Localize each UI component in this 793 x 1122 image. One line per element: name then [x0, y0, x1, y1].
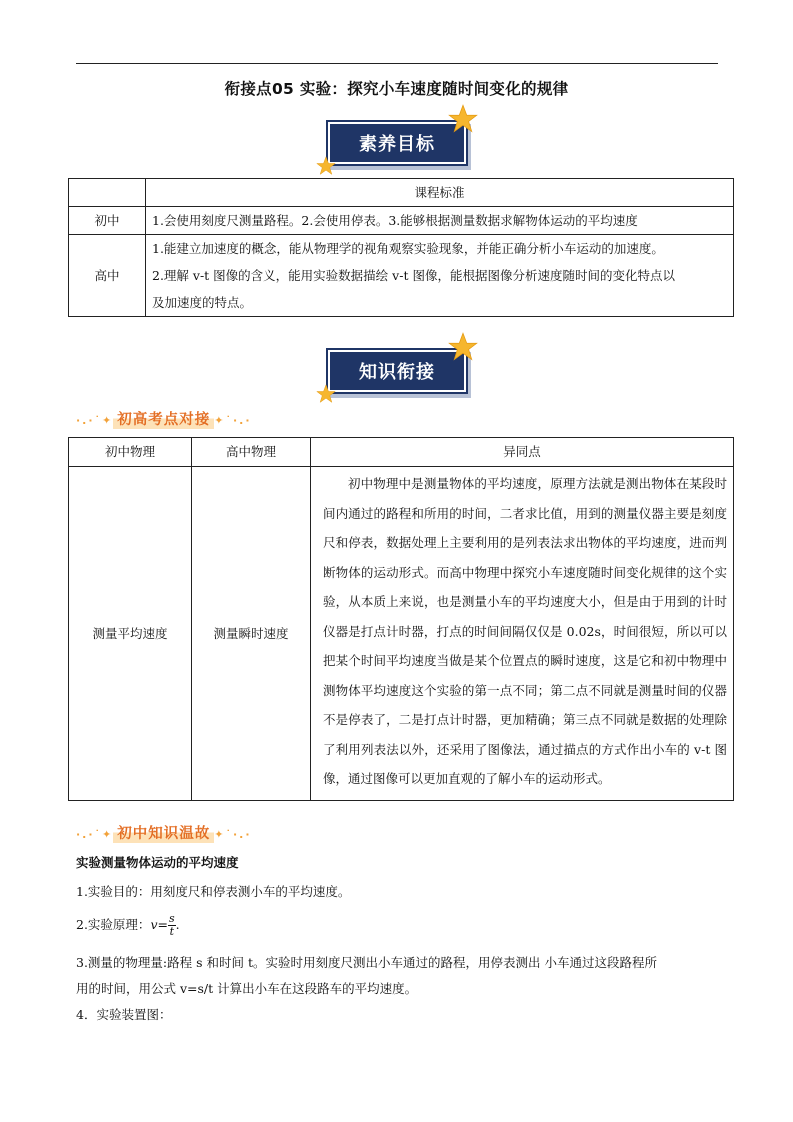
- experiment-heading: 实验测量物体运动的平均速度: [76, 855, 239, 870]
- sparkle-icon: ✦˙·.·: [214, 828, 252, 841]
- section-title: 初高考点对接: [113, 408, 214, 429]
- formula-numerator: s: [168, 912, 175, 925]
- content-line: 及加速度的特点。: [152, 295, 253, 310]
- senior-cell: 测量瞬时速度: [192, 467, 311, 801]
- section-title: 初中知识温故: [113, 822, 214, 843]
- section-heading-review: [76, 822, 296, 842]
- text-line: 3.测量的物理量:路程 s 和时间 t。实验时用刻度尺测出小车通过的路程，用停表测出 小车通过这段路程所: [76, 955, 657, 970]
- table-header-row: [69, 438, 734, 467]
- item-principle: [76, 913, 721, 938]
- content-line: 2.理解 v-t 图像的含义，能用实验数据描绘 v-t 图像，能根据图像分析速度随时间的变化特点以: [152, 268, 675, 283]
- table-row: [69, 207, 734, 235]
- table-row: [69, 179, 734, 207]
- star-icon: [316, 384, 336, 404]
- table-header: 课程标准: [146, 179, 734, 207]
- row-label: 初中: [69, 207, 146, 235]
- header-rule: [76, 63, 718, 64]
- junior-cell: 测量平均速度: [69, 467, 192, 801]
- star-icon: [316, 156, 336, 176]
- badge-label: 知识衔接: [328, 350, 466, 392]
- star-icon: [448, 104, 478, 134]
- curriculum-standards-table: [68, 178, 734, 317]
- text-line: 用的时间，用公式 v=s/t 计算出小车在这段路车的平均速度。: [76, 981, 418, 996]
- sparkle-icon: ·.·˙✦: [76, 828, 114, 841]
- difference-cell: [311, 467, 734, 801]
- row-content: [146, 207, 734, 235]
- row-label: 高中: [69, 235, 146, 317]
- sparkle-icon: ✦˙·.·: [214, 414, 252, 427]
- star-icon: [448, 332, 478, 362]
- badge-literacy-goals: [318, 110, 478, 172]
- item-label: 2.实验原理：: [76, 917, 151, 932]
- table-cell-empty: [69, 179, 146, 207]
- formula-lhs: v=: [150, 917, 168, 932]
- section-heading-comparison: [76, 408, 296, 428]
- column-header: 初中物理: [69, 438, 192, 467]
- comparison-table: [68, 437, 734, 801]
- table-row: [69, 235, 734, 317]
- item-apparatus: 4．实验装置图：: [76, 1007, 172, 1022]
- column-header: 高中物理: [192, 438, 311, 467]
- item-purpose: 1.实验目的：用刻度尺和停表测小车的平均速度。: [76, 884, 351, 899]
- formula-end: .: [175, 917, 180, 932]
- badge-label: 素养目标: [328, 122, 466, 164]
- badge-knowledge-link: [318, 338, 478, 400]
- sparkle-icon: ·.·˙✦: [76, 414, 114, 427]
- row-content: [146, 235, 734, 317]
- column-header: 异同点: [311, 438, 734, 467]
- item-quantities: [76, 950, 721, 1002]
- table-row: [69, 467, 734, 801]
- page-title: 衔接点05 实验：探究小车速度随时间变化的规律: [224, 80, 569, 98]
- formula-denominator: t: [169, 925, 175, 938]
- content-line: 1.能建立加速度的概念，能从物理学的视角观察实验现象，并能正确分析小车运动的加速度。: [152, 241, 664, 256]
- formula-fraction: [168, 913, 176, 938]
- difference-text: 初中物理中是测量物体的平均速度，原理方法就是测出物体在某段时间内通过的路程和所用的时间，二者求比值，用到的测量仪器主要是刻度尺和停表，数据处理上主要利用的是列表法求出物体的平均速度，进而判断物体的运动形式。而高中物理中探究小车速度随时间变化规律的这个实验，从本质上来说，也是测量小车的平均速度大小，但是由于用到的计时仪器是打点计时器，打点的时间间隔仅仅是 0.02s，时间很短，所以可以把某个时间平均速度当做是某个位置点的瞬时速度，这是它和初中物理中测物体平均速度这个实验的第一点不同；第二点不同就是测量时间的仪器不是停表了，二是打点计时器，更加精确；第三点不同就是数据的处理除了利用列表法以外，还采用了图像法，通过描点的方式作出小车的 v-t 图像，通过图像可以更加直观的了解小车的运动形式。: [323, 476, 727, 786]
- content-line: 1.会使用刻度尺测量路程。2.会使用停表。3.能够根据测量数据求解物体运动的平均速度: [152, 213, 638, 228]
